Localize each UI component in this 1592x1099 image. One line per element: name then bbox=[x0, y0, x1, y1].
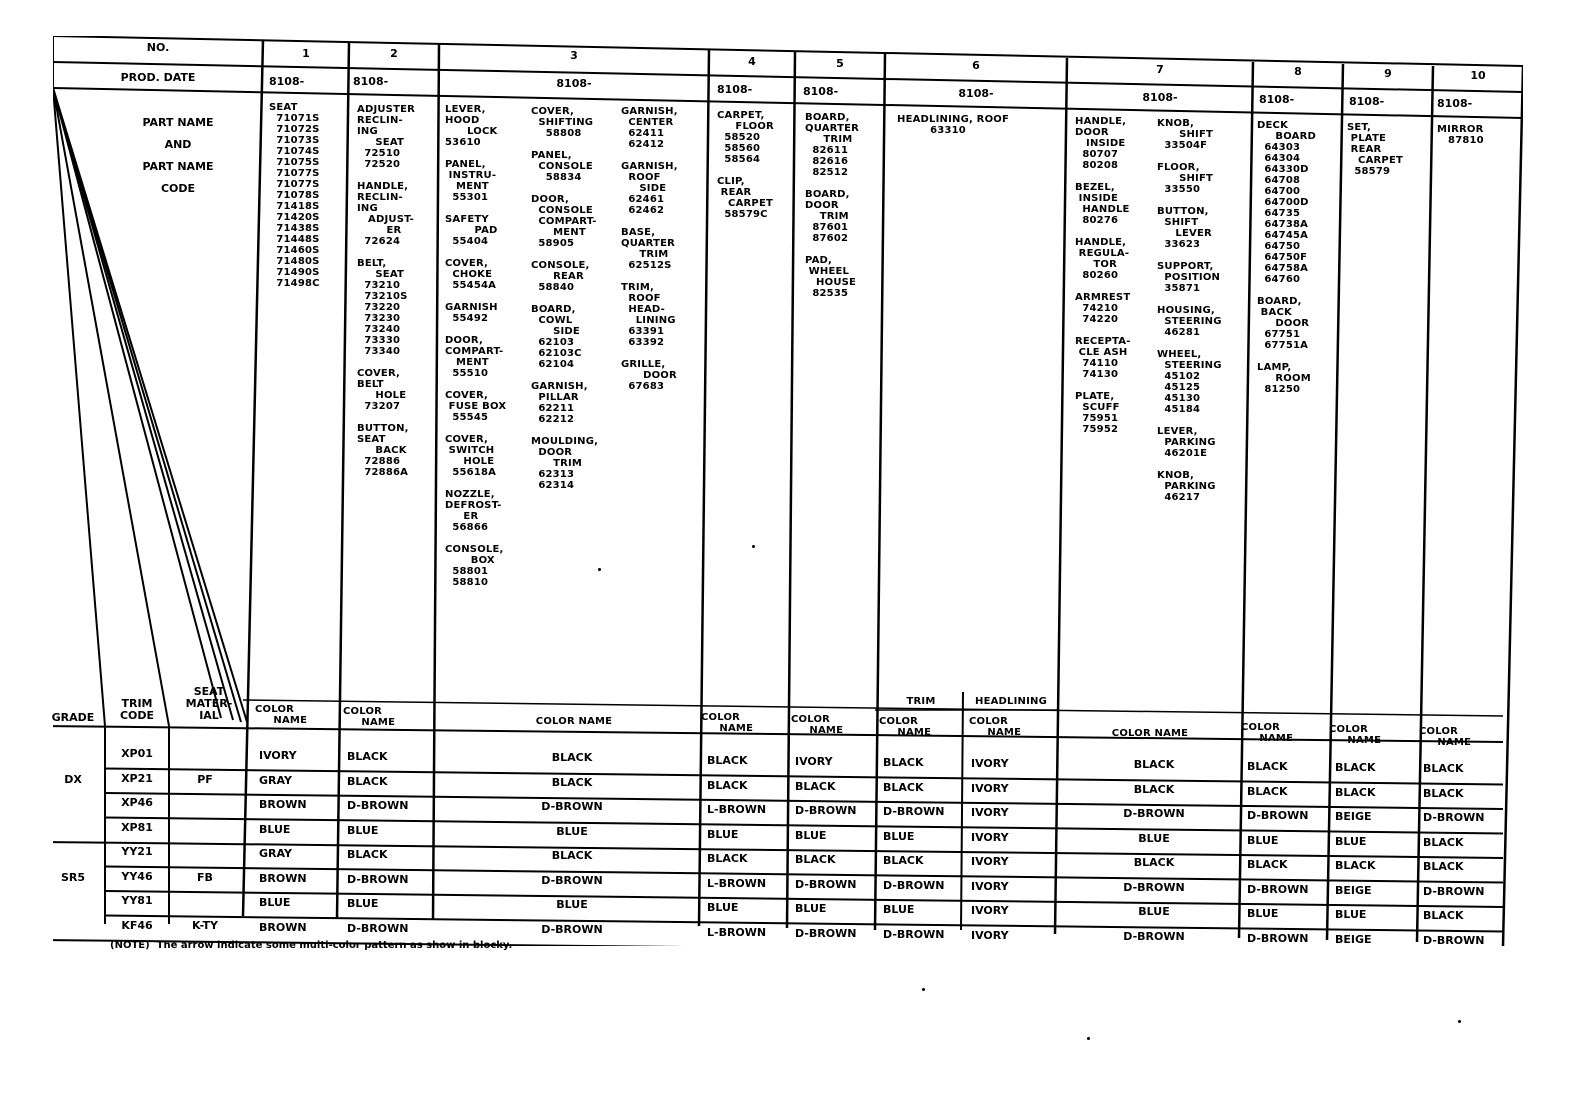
col6-parts: HEADLINING, ROOF 63310 bbox=[897, 114, 1010, 136]
col6-headlining-color-header: COLOR NAME bbox=[969, 716, 1022, 738]
row-separator bbox=[105, 867, 1503, 883]
color-cell-c8: BLACK bbox=[1247, 858, 1288, 872]
col2-color-header: COLOR NAME bbox=[343, 706, 396, 728]
color-cell-c6h: IVORY bbox=[971, 904, 1009, 918]
col7-prod: 8108- bbox=[1142, 91, 1178, 104]
color-cell-c1: GRAY bbox=[259, 847, 292, 861]
col8-color-header: COLOR NAME bbox=[1241, 722, 1294, 744]
col2-prod: 8108- bbox=[353, 75, 389, 88]
color-cell-c6h: IVORY bbox=[971, 806, 1009, 820]
color-cell-c1: BROWN bbox=[259, 920, 307, 934]
seat-material-cell: K-TY bbox=[192, 918, 218, 932]
color-cell-c10: BLACK bbox=[1423, 835, 1464, 849]
trim-color-chart bbox=[53, 36, 1523, 946]
col7-parts-a: HANDLE, DOOR INSIDE 80707 80208 BEZEL, INSIDE HANDLE 80276 HANDLE, REGULA- TOR 80260 ARMREST 74210 74220 RECEPTA- CLE ASH 74110 74130 PLATE, SCUFF 75951 75952 bbox=[1075, 116, 1131, 435]
color-cell-c6t: D-BROWN bbox=[883, 927, 945, 941]
color-cell-c3: BLUE bbox=[556, 824, 588, 838]
color-cell-c10: D-BROWN bbox=[1423, 933, 1485, 947]
color-cell-c10: D-BROWN bbox=[1423, 884, 1485, 898]
col3-color-header: COLOR NAME bbox=[535, 716, 613, 727]
color-cell-c8: BLACK bbox=[1247, 760, 1288, 774]
col9-color-header: COLOR NAME bbox=[1329, 724, 1382, 746]
color-cell-c2: BLACK bbox=[347, 774, 388, 788]
color-cell-c9: BEIGE bbox=[1335, 883, 1372, 897]
color-cell-c1: BLUE bbox=[259, 822, 291, 836]
color-cell-c6h: IVORY bbox=[971, 757, 1009, 771]
col5-parts: BOARD, QUARTER TRIM 82611 82616 82512 BOARD, DOOR TRIM 87601 87602 PAD, WHEEL HOUSE 82535 bbox=[805, 112, 860, 299]
color-cell-c9: BLACK bbox=[1335, 859, 1376, 873]
color-cell-c10: BLACK bbox=[1423, 762, 1464, 776]
part-name-label: PART NAME AND PART NAME CODE bbox=[142, 116, 214, 195]
color-cell-c4: BLUE bbox=[707, 827, 739, 841]
color-cell-c6t: BLACK bbox=[883, 854, 924, 868]
color-cell-c6h: IVORY bbox=[971, 879, 1009, 893]
col6-prod: 8108- bbox=[958, 87, 994, 100]
col4-color-header: COLOR NAME bbox=[701, 712, 754, 734]
color-cell-c6h: IVORY bbox=[971, 830, 1009, 844]
col2-no: 2 bbox=[390, 47, 398, 60]
color-cell-c10: BLACK bbox=[1423, 860, 1464, 874]
color-cell-c4: BLACK bbox=[707, 852, 748, 866]
color-cell-c8: BLUE bbox=[1247, 833, 1279, 847]
color-cell-c8: D-BROWN bbox=[1247, 809, 1309, 823]
color-cell-c6h: IVORY bbox=[971, 928, 1009, 942]
color-cell-c5: BLUE bbox=[795, 902, 827, 916]
col1-parts: SEAT 71071S 71072S 71073S 71074S 71075S 71077S 71077S 71078S 71418S 71420S 71438S 71448S 71460S 71480S 71490S 71498C bbox=[269, 102, 320, 289]
col9-no: 9 bbox=[1384, 67, 1392, 80]
color-cell-c7: BLUE bbox=[1138, 905, 1170, 919]
col10-no: 10 bbox=[1470, 69, 1486, 82]
col6-trim-label: TRIM bbox=[906, 696, 936, 707]
color-cell-c6t: BLACK bbox=[883, 756, 924, 770]
col3-no: 3 bbox=[570, 49, 578, 62]
color-cell-c1: BROWN bbox=[259, 798, 307, 812]
footnote: (NOTE) The arrow indicate some multi-color pattern as show in blocky. bbox=[110, 940, 513, 951]
color-cell-c6t: D-BROWN bbox=[883, 878, 945, 892]
color-cell-c5: BLACK bbox=[795, 853, 836, 867]
color-cell-c4: BLACK bbox=[707, 754, 748, 768]
col10-color-header: COLOR NAME bbox=[1419, 726, 1472, 748]
trim-code-label: TRIM CODE bbox=[119, 697, 155, 722]
color-cell-c2: BLACK bbox=[347, 848, 388, 862]
prod-date-label: PROD. DATE bbox=[120, 71, 196, 84]
grid-lines bbox=[53, 36, 1523, 946]
col3-prod: 8108- bbox=[556, 77, 592, 90]
color-cell-c9: BEIGE bbox=[1335, 932, 1372, 946]
col8-no: 8 bbox=[1294, 65, 1302, 78]
color-cell-c6t: BLUE bbox=[883, 903, 915, 917]
color-cell-c4: L-BROWN bbox=[707, 925, 767, 939]
color-cell-c6h: IVORY bbox=[971, 855, 1009, 869]
trim-code-cell: KF46 bbox=[121, 918, 153, 932]
speck bbox=[922, 988, 925, 991]
speck bbox=[1458, 1020, 1461, 1023]
color-cell-c5: D-BROWN bbox=[795, 804, 857, 818]
color-cell-c8: D-BROWN bbox=[1247, 882, 1309, 896]
color-cell-c10: D-BROWN bbox=[1423, 811, 1485, 825]
color-cell-c3: D-BROWN bbox=[541, 922, 603, 936]
col9-prod: 8108- bbox=[1349, 95, 1385, 108]
grade-label: GRADE bbox=[51, 711, 95, 724]
seat-material-cell: FB bbox=[197, 871, 213, 884]
color-cell-c4: BLUE bbox=[707, 901, 739, 915]
color-cell-c1: IVORY bbox=[259, 749, 297, 763]
col3-parts-b: COVER, SHIFTING 58808 PANEL, CONSOLE 58834 DOOR, CONSOLE COMPART- MENT 58905 CONSOLE, REAR 58840 BOARD, COWL SIDE 62103 62103C 62104 GARNISH, PILLAR 62211 62212 MOULDING, DOOR TRIM 62313 62314 bbox=[531, 106, 599, 491]
col7-no: 7 bbox=[1156, 63, 1164, 76]
col1-no: 1 bbox=[302, 47, 310, 60]
col4-no: 4 bbox=[748, 55, 756, 68]
speck bbox=[598, 568, 601, 571]
trim-code-cell: YY81 bbox=[121, 894, 153, 907]
color-cell-c5: BLUE bbox=[795, 828, 827, 842]
col7-parts-b: KNOB, SHIFT 33504F FLOOR, SHIFT 33550 BUTTON, SHIFT LEVER 33623 SUPPORT, POSITION 35871 HOUSING, STEERING 46281 WHEEL, STEERING 45102 45125 45130 45184 LEVER, PARKING 46201E KNOB, PARKING 46217 bbox=[1157, 118, 1222, 503]
color-cell-c7: D-BROWN bbox=[1123, 807, 1185, 821]
color-cell-c2: BLACK bbox=[347, 750, 388, 764]
speck bbox=[752, 545, 755, 548]
col10-prod: 8108- bbox=[1437, 97, 1473, 110]
color-cell-c5: D-BROWN bbox=[795, 926, 857, 940]
color-cell-c3: D-BROWN bbox=[541, 800, 603, 814]
color-cell-c3: D-BROWN bbox=[541, 873, 603, 887]
trim-code-cell: XP81 bbox=[121, 820, 153, 834]
color-cell-c6h: IVORY bbox=[971, 781, 1009, 795]
col3-parts-a: LEVER, HOOD LOCK 53610 PANEL, INSTRU- MENT 55301 SAFETY PAD 55404 COVER, CHOKE 55454A GARNISH 55492 DOOR, COMPART- MENT 55510 COVER, FUSE BOX 55545 COVER, SWITCH HOLE 55618A NOZZLE, DEFROST- ER 56866 CONSOLE, BOX 58801 58810 bbox=[445, 104, 507, 588]
color-cell-c5: D-BROWN bbox=[795, 877, 857, 891]
speck bbox=[1087, 1037, 1090, 1040]
color-cell-c2: D-BROWN bbox=[347, 799, 409, 813]
color-cell-c5: IVORY bbox=[795, 755, 833, 769]
color-cell-c7: BLACK bbox=[1133, 758, 1175, 772]
trim-code-cell: YY46 bbox=[121, 869, 153, 883]
color-cell-c7: D-BROWN bbox=[1123, 880, 1185, 894]
color-cell-c9: BEIGE bbox=[1335, 810, 1372, 824]
color-cell-c10: BLACK bbox=[1423, 786, 1464, 800]
color-cell-c4: L-BROWN bbox=[707, 803, 767, 817]
color-cell-c3: BLACK bbox=[551, 849, 593, 863]
col4-parts: CARPET, FLOOR 58520 58560 58564 CLIP, REAR CARPET 58579C bbox=[717, 110, 774, 220]
color-cell-c9: BLUE bbox=[1335, 908, 1367, 922]
trim-code-cell: XP01 bbox=[121, 747, 153, 760]
color-cell-c8: BLUE bbox=[1247, 907, 1279, 921]
col6-no: 6 bbox=[972, 59, 980, 72]
col8-prod: 8108- bbox=[1259, 93, 1295, 106]
col2-parts: ADJUSTER RECLIN- ING SEAT 72510 72520 HANDLE, RECLIN- ING ADJUST- ER 72624 BELT, SEAT 73210 73210S 73220 73230 73240 73330 73340 COVER, BELT HOLE 73207 BUTTON, SEAT BACK 72886 72886A bbox=[357, 104, 416, 478]
color-cell-c3: BLACK bbox=[551, 775, 593, 789]
color-cell-c2: D-BROWN bbox=[347, 921, 409, 935]
color-cell-c9: BLUE bbox=[1335, 834, 1367, 848]
color-cell-c2: BLUE bbox=[347, 897, 379, 911]
col6-trim-color-header: COLOR NAME bbox=[879, 716, 932, 738]
row-separator bbox=[105, 916, 1503, 932]
color-cell-c2: BLUE bbox=[347, 823, 379, 837]
color-cell-c6t: BLACK bbox=[883, 780, 924, 794]
col4-prod: 8108- bbox=[717, 83, 753, 96]
color-cell-c1: BLUE bbox=[259, 896, 291, 910]
col10-parts: MIRROR 87810 bbox=[1437, 124, 1484, 146]
col6-headlining-label: HEADLINING bbox=[975, 696, 1047, 707]
col3-parts-c: GARNISH, CENTER 62411 62412 GARNISH, ROOF SIDE 62461 62462 BASE, QUARTER TRIM 62512S TRIM, ROOF HEAD- LINING 63391 63392 GRILLE, DOOR 67683 bbox=[621, 106, 678, 392]
row-separator bbox=[105, 769, 1503, 785]
col7-color-header: COLOR NAME bbox=[1111, 728, 1189, 739]
col1-prod: 8108- bbox=[269, 75, 305, 88]
color-cell-c7: D-BROWN bbox=[1123, 929, 1185, 943]
seat-material-cell: PF bbox=[197, 773, 213, 786]
row-separator bbox=[105, 818, 1503, 834]
color-cell-c4: L-BROWN bbox=[707, 876, 767, 890]
col1-color-header: COLOR NAME bbox=[255, 704, 308, 726]
col5-prod: 8108- bbox=[803, 85, 839, 98]
color-cell-c10: BLACK bbox=[1423, 909, 1464, 923]
col5-no: 5 bbox=[836, 57, 844, 70]
color-cell-c6t: BLUE bbox=[883, 829, 915, 843]
color-cell-c7: BLACK bbox=[1133, 782, 1175, 796]
color-cell-c9: BLACK bbox=[1335, 761, 1376, 775]
no-label: NO. bbox=[146, 41, 170, 54]
color-cell-c2: D-BROWN bbox=[347, 872, 409, 886]
color-cell-c3: BLUE bbox=[556, 898, 588, 912]
grade-cell: DX bbox=[64, 773, 82, 786]
grade-cell: SR5 bbox=[60, 871, 86, 884]
trim-code-cell: XP21 bbox=[121, 771, 153, 785]
color-cell-c7: BLACK bbox=[1133, 856, 1175, 870]
color-cell-c5: BLACK bbox=[795, 779, 836, 793]
color-cell-c1: GRAY bbox=[259, 773, 292, 787]
col8-parts: DECK BOARD 64303 64304 64330D 64708 64700 64700D 64735 64738A 64745A 64750 64750F 64758A 64760 BOARD, BACK DOOR 67751 67751A LAMP, ROOM 81250 bbox=[1257, 120, 1317, 395]
trim-code-cell: XP46 bbox=[121, 796, 153, 809]
col9-parts: SET, PLATE REAR CARPET 58579 bbox=[1347, 122, 1404, 177]
color-cell-c9: BLACK bbox=[1335, 785, 1376, 799]
color-cell-c6t: D-BROWN bbox=[883, 805, 945, 819]
col5-color-header: COLOR NAME bbox=[791, 714, 844, 736]
color-cell-c8: D-BROWN bbox=[1247, 931, 1309, 945]
color-cell-c8: BLACK bbox=[1247, 784, 1288, 798]
color-cell-c4: BLACK bbox=[707, 778, 748, 792]
color-cell-c3: BLACK bbox=[551, 751, 593, 765]
color-cell-c1: BROWN bbox=[259, 871, 307, 885]
color-cell-c7: BLUE bbox=[1138, 831, 1170, 845]
seat-material-label: SEAT MATER- IAL bbox=[185, 685, 233, 722]
trim-code-cell: YY21 bbox=[121, 845, 153, 858]
